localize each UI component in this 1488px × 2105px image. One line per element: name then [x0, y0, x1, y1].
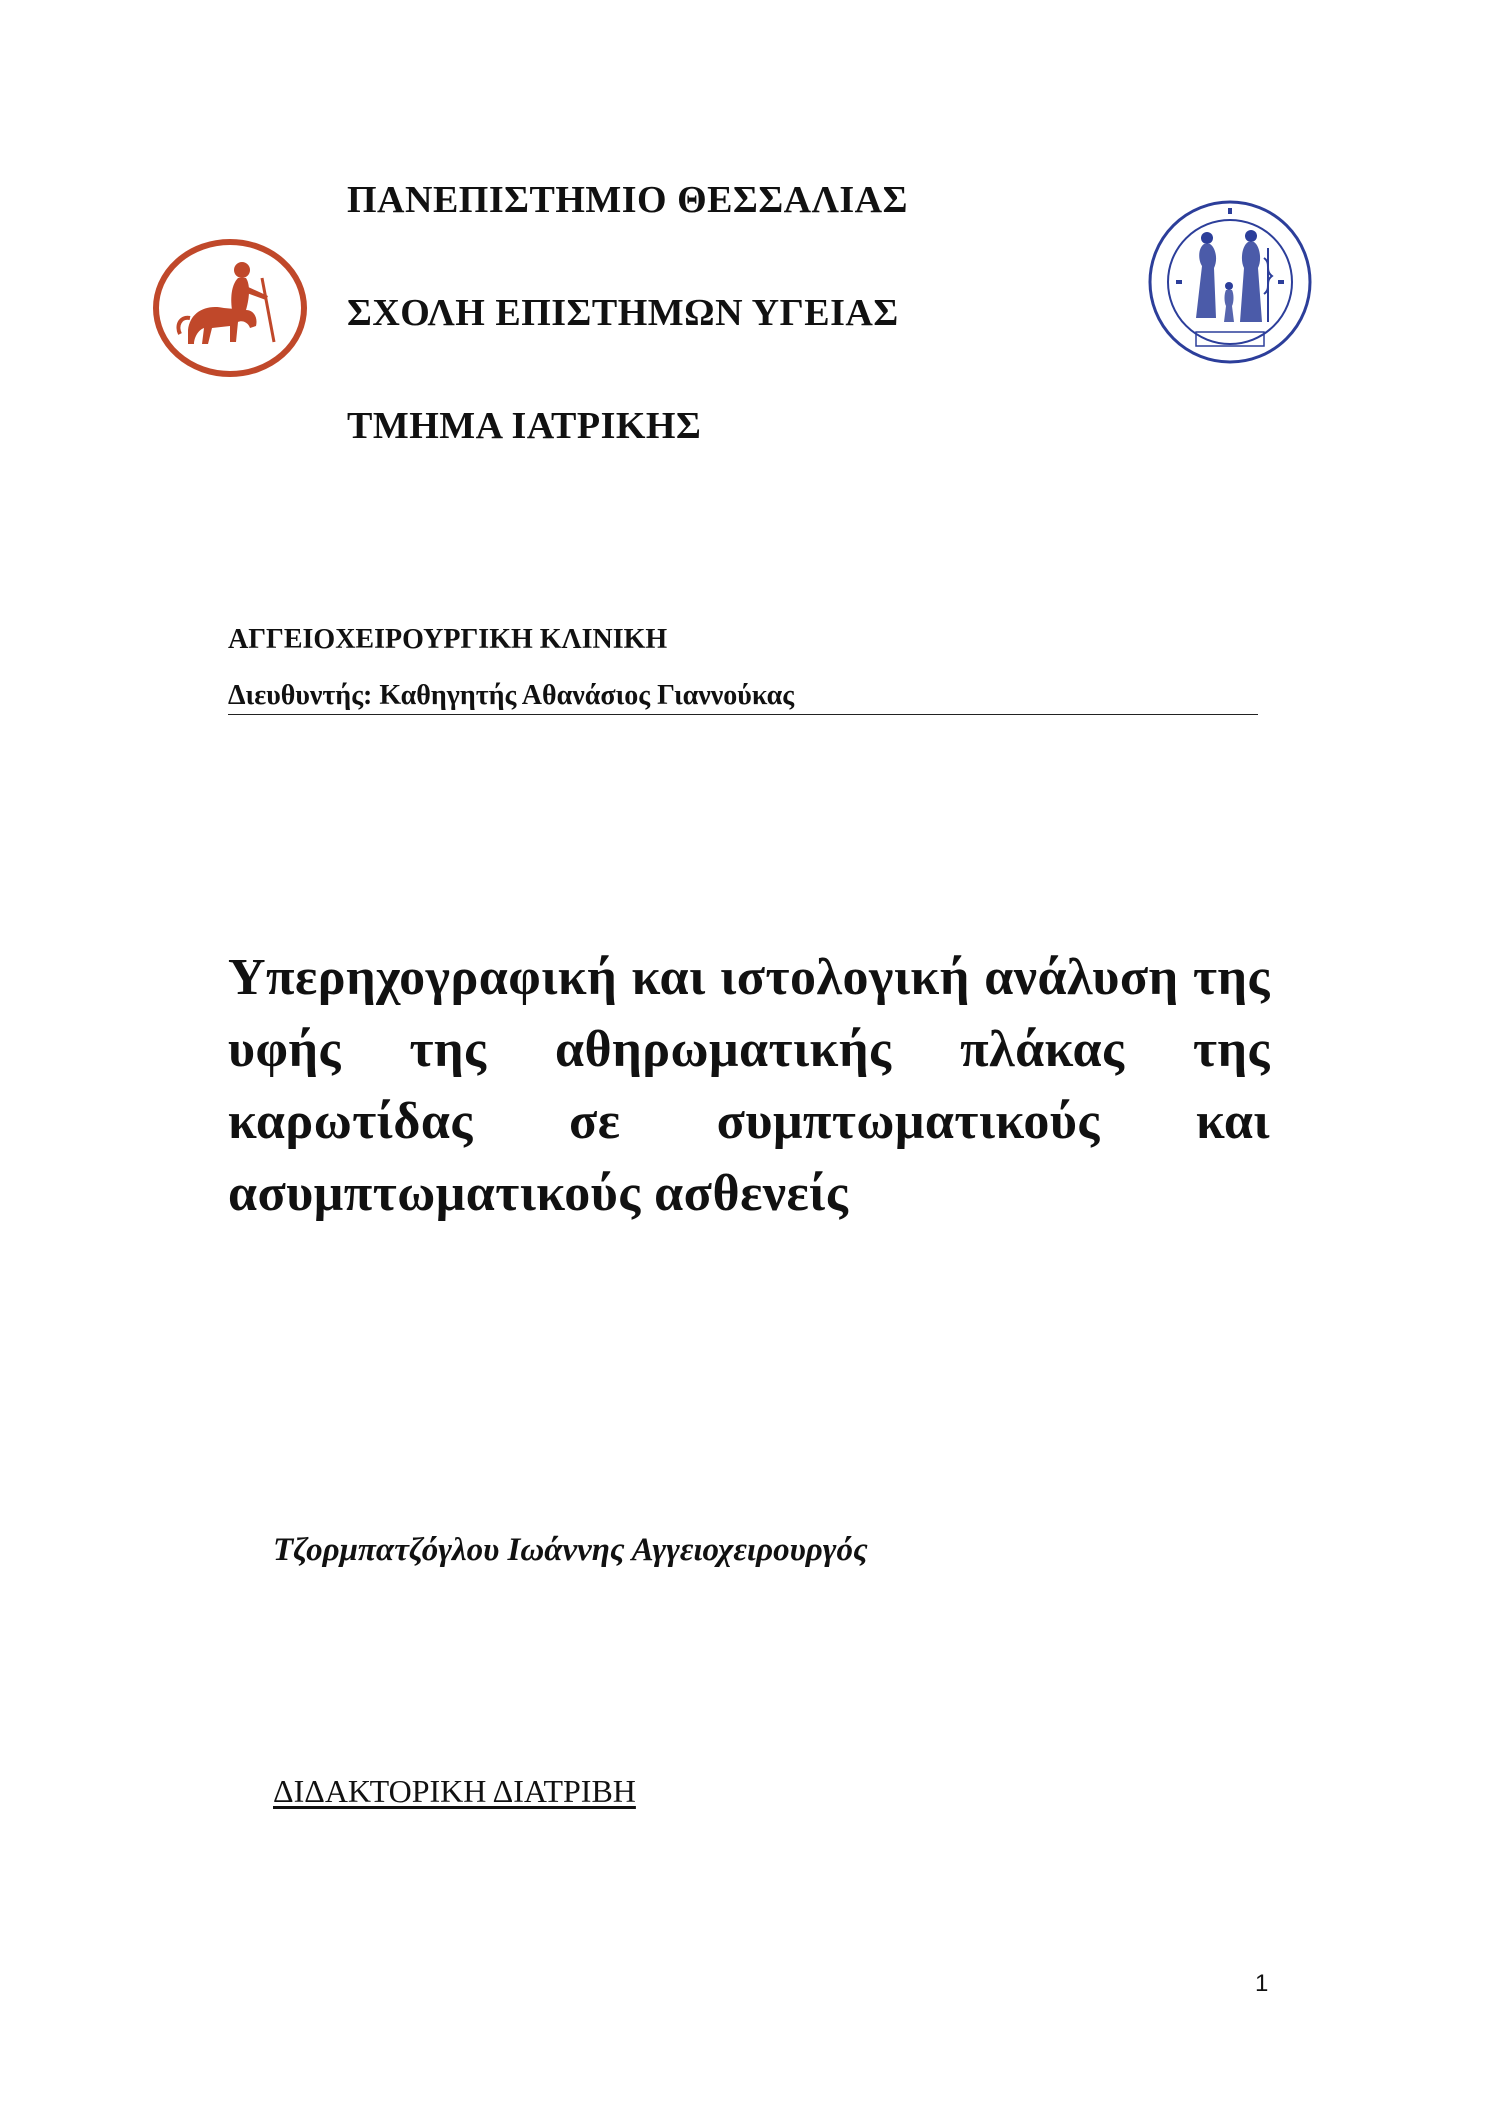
thesis-title: Υπερηχογραφική και ιστολογική ανάλυση της υφής της αθηρωματικής πλάκας της καρωτίδας σε συμπτωματικούς και ασυμπτωματικούς ασθενείς	[228, 949, 1270, 1222]
clinic-director: Διευθυντής: Καθηγητής Αθανάσιος Γιαννούκας	[228, 680, 1258, 715]
medical-school-seal	[1146, 198, 1314, 366]
school-name: ΣΧΟΛΗ ΕΠΙΣΤΗΜΩΝ ΥΓΕΙΑΣ	[347, 292, 899, 334]
thesis-author: Τζορμπατζόγλου Ιωάννης Αγγειοχειρουργός	[273, 1532, 868, 1568]
centaur-logo-icon	[150, 238, 310, 378]
university-logo	[150, 238, 310, 378]
department-name: ΤΜΗΜΑ ΙΑΤΡΙΚΗΣ	[347, 405, 702, 447]
university-name: ΠΑΝΕΠΙΣΤΗΜΙΟ ΘΕΣΣΑΛΙΑΣ	[347, 179, 908, 221]
seal-logo-icon	[1146, 198, 1314, 366]
clinic-name: ΑΓΓΕΙΟΧΕΙΡΟΥΡΓΙΚΗ ΚΛΙΝΙΚΗ	[228, 624, 668, 655]
document-type: ΔΙΔΑΚΤΟΡΙΚΗ ΔΙΑΤΡΙΒΗ	[273, 1773, 636, 1809]
page-number: 1	[1255, 1970, 1269, 1997]
